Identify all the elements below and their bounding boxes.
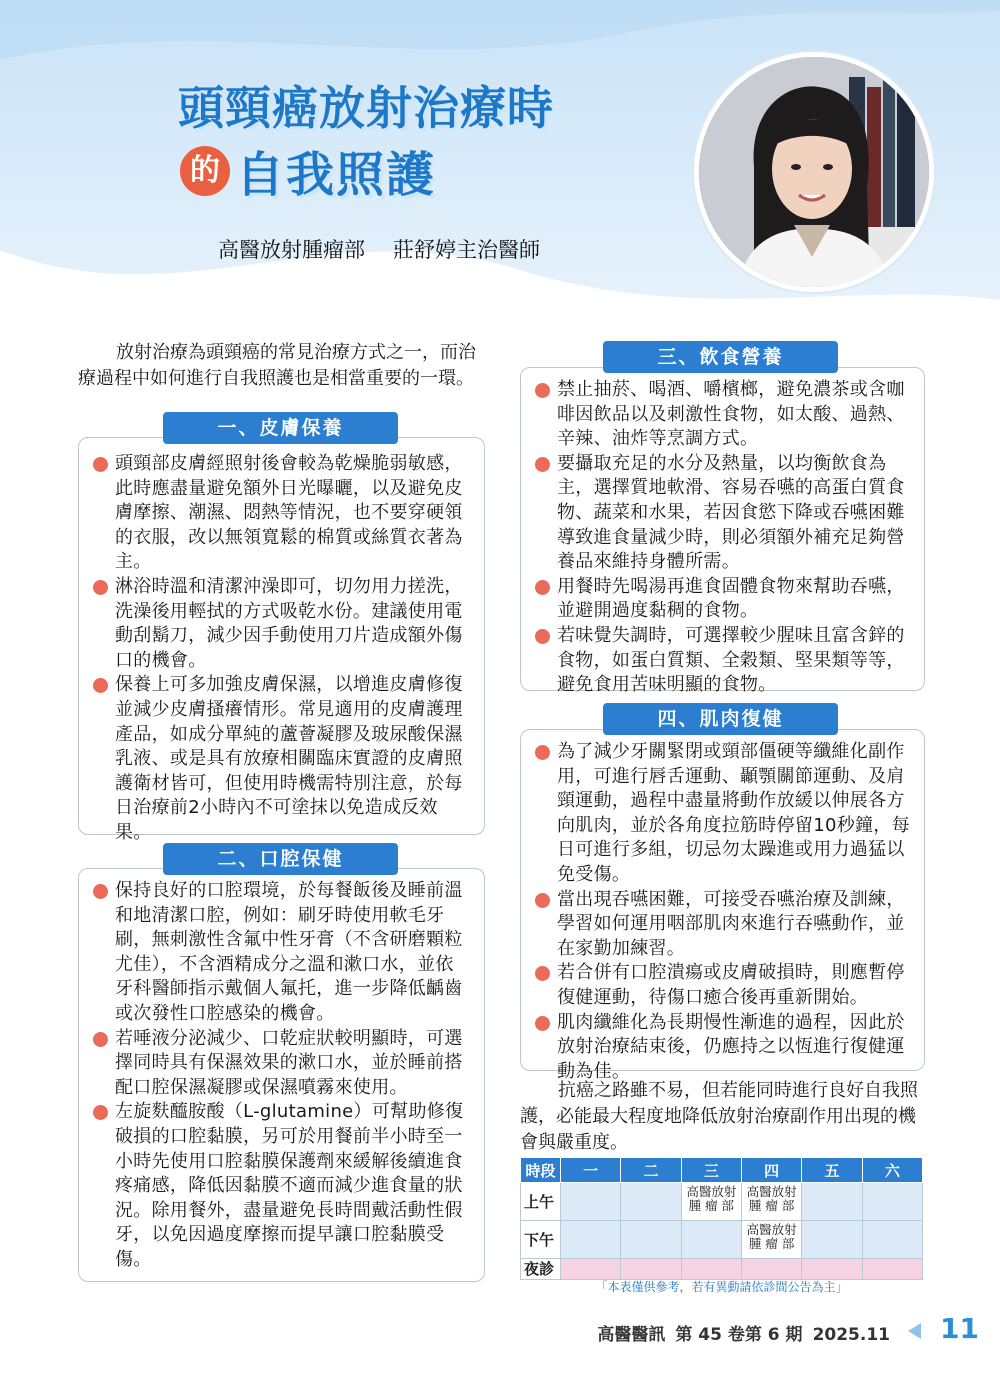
department: 高醫放射腫瘤部 (218, 238, 365, 262)
row-label: 下午 (521, 1221, 561, 1259)
portrait-illustration (699, 57, 929, 287)
skin-care-list (91, 452, 471, 846)
schedule-cell (802, 1183, 862, 1221)
list-item: 當出現吞嚥困難，可接受吞嚥治療及訓練，學習如何運用咽部肌肉來進行吞嚥動作，並在家勤加練習。 (533, 888, 911, 962)
issue-number: 第 45 卷第 6 期 (675, 1325, 803, 1345)
schedule-cell (681, 1183, 741, 1221)
page-number: 11 (940, 1312, 979, 1345)
schedule-cell (802, 1221, 862, 1259)
author-name: 莊舒婷主治醫師 (393, 238, 540, 262)
schedule-cell (561, 1221, 621, 1259)
title-line-1: 頭頸癌放射治療時 (178, 81, 554, 135)
schedule-cell (741, 1221, 801, 1259)
list-item: 要攝取充足的水分及熱量，以均衡飲食為主，選擇質地軟滑、容易吞嚥的高蛋白質食物、蔬菜和水果，若因食慾下降或吞嚥困難導致進食量減少時，則必須額外補充足夠營養品來維持身體所需。 (533, 452, 911, 575)
closing-paragraph: 抗癌之路雖不易，但若能同時進行良好自我照護，必能最大程度地降低放射治療副作用出現的機會與嚴重度。 (520, 1080, 918, 1153)
list-item: 保養上可多加強皮膚保濕，以增進皮膚修復並減少皮膚搔癢情形。常見適用的皮膚護理產品，如成分單純的蘆薈凝膠及玻尿酸保濕乳液、或是具有放療相關臨床實證的皮膚照護衛材皆可，但使用時機需特別注意，於每日治療前2小時內不可塗抹以免造成反效果。 (91, 673, 471, 845)
section-oral-care-box (78, 868, 485, 1282)
schedule-cell (802, 1259, 862, 1280)
section-heading-rehab: 四、肌肉復健 (603, 703, 838, 735)
day-header: 三 (681, 1158, 741, 1183)
clinic-slot-text: 高醫放射 腫 瘤 部 (686, 1184, 737, 1213)
title-de-badge: 的 (180, 146, 230, 196)
day-header: 二 (621, 1158, 681, 1183)
list-item: 頭頸部皮膚經照射後會較為乾燥脆弱敏感，此時應盡量避免額外日光曝曬，以及避免皮膚摩擦、潮濕、悶熱等情況，也不要穿硬領的衣服，改以無領寬鬆的棉質或絲質衣著為主。 (91, 452, 471, 575)
schedule-cell (681, 1221, 741, 1259)
section-rehab-box (520, 729, 925, 1082)
publication-name: 高醫醫訊 (597, 1325, 666, 1345)
schedule-header-label: 時段 (521, 1158, 561, 1183)
schedule-cell (561, 1183, 621, 1221)
section-heading-nutrition: 三、飲食營養 (603, 341, 838, 373)
oral-care-list (91, 879, 471, 1273)
schedule-header-row (521, 1158, 923, 1183)
title-line-2: 自我照護 (236, 147, 437, 203)
section-nutrition-box (520, 367, 925, 696)
list-item: 若味覺失調時，可選擇較少腥味且富含鋅的食物，如蛋白質類、全穀類、堅果類等等，避免食用苦味明顯的食物。 (533, 624, 911, 698)
schedule-row-morning (521, 1183, 923, 1221)
row-label: 上午 (521, 1183, 561, 1221)
schedule-cell (741, 1183, 801, 1221)
list-item: 若合併有口腔潰瘍或皮膚破損時，則應暫停復健運動，待傷口癒合後再重新開始。 (533, 961, 911, 1010)
list-item: 肌肉纖維化為長期慢性漸進的過程，因此於放射治療結束後，仍應持之以恆進行復健運動為佳。 (533, 1011, 911, 1085)
day-header: 五 (802, 1158, 862, 1183)
author-line (218, 234, 540, 264)
issue-date: 2025.11 (812, 1325, 890, 1345)
day-header: 六 (862, 1158, 922, 1183)
schedule-cell (621, 1221, 681, 1259)
doctor-portrait (694, 52, 934, 292)
rehab-list (533, 740, 911, 1084)
schedule-cell (862, 1259, 922, 1280)
schedule-row-evening (521, 1259, 923, 1280)
day-header: 四 (741, 1158, 801, 1183)
schedule-cell (561, 1259, 621, 1280)
list-item: 保持良好的口腔環境，於每餐飯後及睡前溫和地清潔口腔，例如：刷牙時使用軟毛牙刷，無刺激性含氟中性牙膏（不含研磨顆粒尤佳），不含酒精成分之溫和漱口水，並依牙科醫師指示戴個人氟托，進一步降低齲齒或次發性口腔感染的機會。 (91, 879, 471, 1027)
section-heading-skin-care: 一、皮膚保養 (163, 412, 398, 444)
schedule-note: 「本表僅供參考，若有異動請依診間公告為主」 (595, 1280, 848, 1294)
day-header: 一 (561, 1158, 621, 1183)
nutrition-list (533, 378, 911, 698)
list-item: 用餐時先喝湯再進食固體食物來幫助吞嚥，並避開過度黏稠的食物。 (533, 575, 911, 624)
list-item: 若唾液分泌減少、口乾症狀較明顯時，可選擇同時具有保濕效果的漱口水，並於睡前搭配口腔保濕凝膠或保濕噴霧來使用。 (91, 1027, 471, 1101)
section-heading-oral-care: 二、口腔保健 (163, 843, 398, 875)
triangle-left-icon (908, 1323, 921, 1339)
list-item: 左旋麩醯胺酸（L-glutamine）可幫助修復破損的口腔黏膜，另可於用餐前半小時至一小時先使用口腔黏膜保護劑來緩解後續進食疼痛感，降低因黏膜不適而減少進食量的狀況。除用餐外，盡量避免長時間戴活動性假牙，以免因過度摩擦而提早讓口腔黏膜受傷。 (91, 1100, 471, 1272)
section-skin-care-box (78, 437, 485, 843)
schedule-cell (741, 1259, 801, 1280)
clinic-slot-text: 高醫放射 腫 瘤 部 (746, 1222, 797, 1251)
list-item: 禁止抽菸、喝酒、嚼檳榔，避免濃茶或含咖啡因飲品以及刺激性食物，如太酸、過熱、辛辣、油炸等烹調方式。 (533, 378, 911, 452)
clinic-slot-text: 高醫放射 腫 瘤 部 (746, 1184, 797, 1213)
schedule-cell (681, 1259, 741, 1280)
schedule-cell (621, 1183, 681, 1221)
schedule-row-afternoon (521, 1221, 923, 1259)
clinic-schedule-table (520, 1157, 923, 1280)
intro-paragraph: 放射治療為頭頸癌的常見治療方式之一，而治療過程中如何進行自我照護也是相當重要的一環。 (78, 342, 476, 389)
list-item: 為了減少牙關緊閉或頸部僵硬等纖維化副作用，可進行唇舌運動、顳顎關節運動、及肩頸運動，過程中盡量將動作放緩以伸展各方向肌肉，並於各角度拉筋時停留10秒鐘，每日可進行多組，切忌勿太躁進或用力過猛以免受傷。 (533, 740, 911, 888)
schedule-cell (862, 1221, 922, 1259)
page-footer (597, 1320, 890, 1345)
list-item: 淋浴時溫和清潔沖澡即可，切勿用力搓洗，洗澡後用輕拭的方式吸乾水份。建議使用電動刮鬍刀，減少因手動使用刀片造成額外傷口的機會。 (91, 575, 471, 673)
row-label: 夜診 (521, 1259, 561, 1280)
schedule-cell (862, 1183, 922, 1221)
schedule-cell (621, 1259, 681, 1280)
